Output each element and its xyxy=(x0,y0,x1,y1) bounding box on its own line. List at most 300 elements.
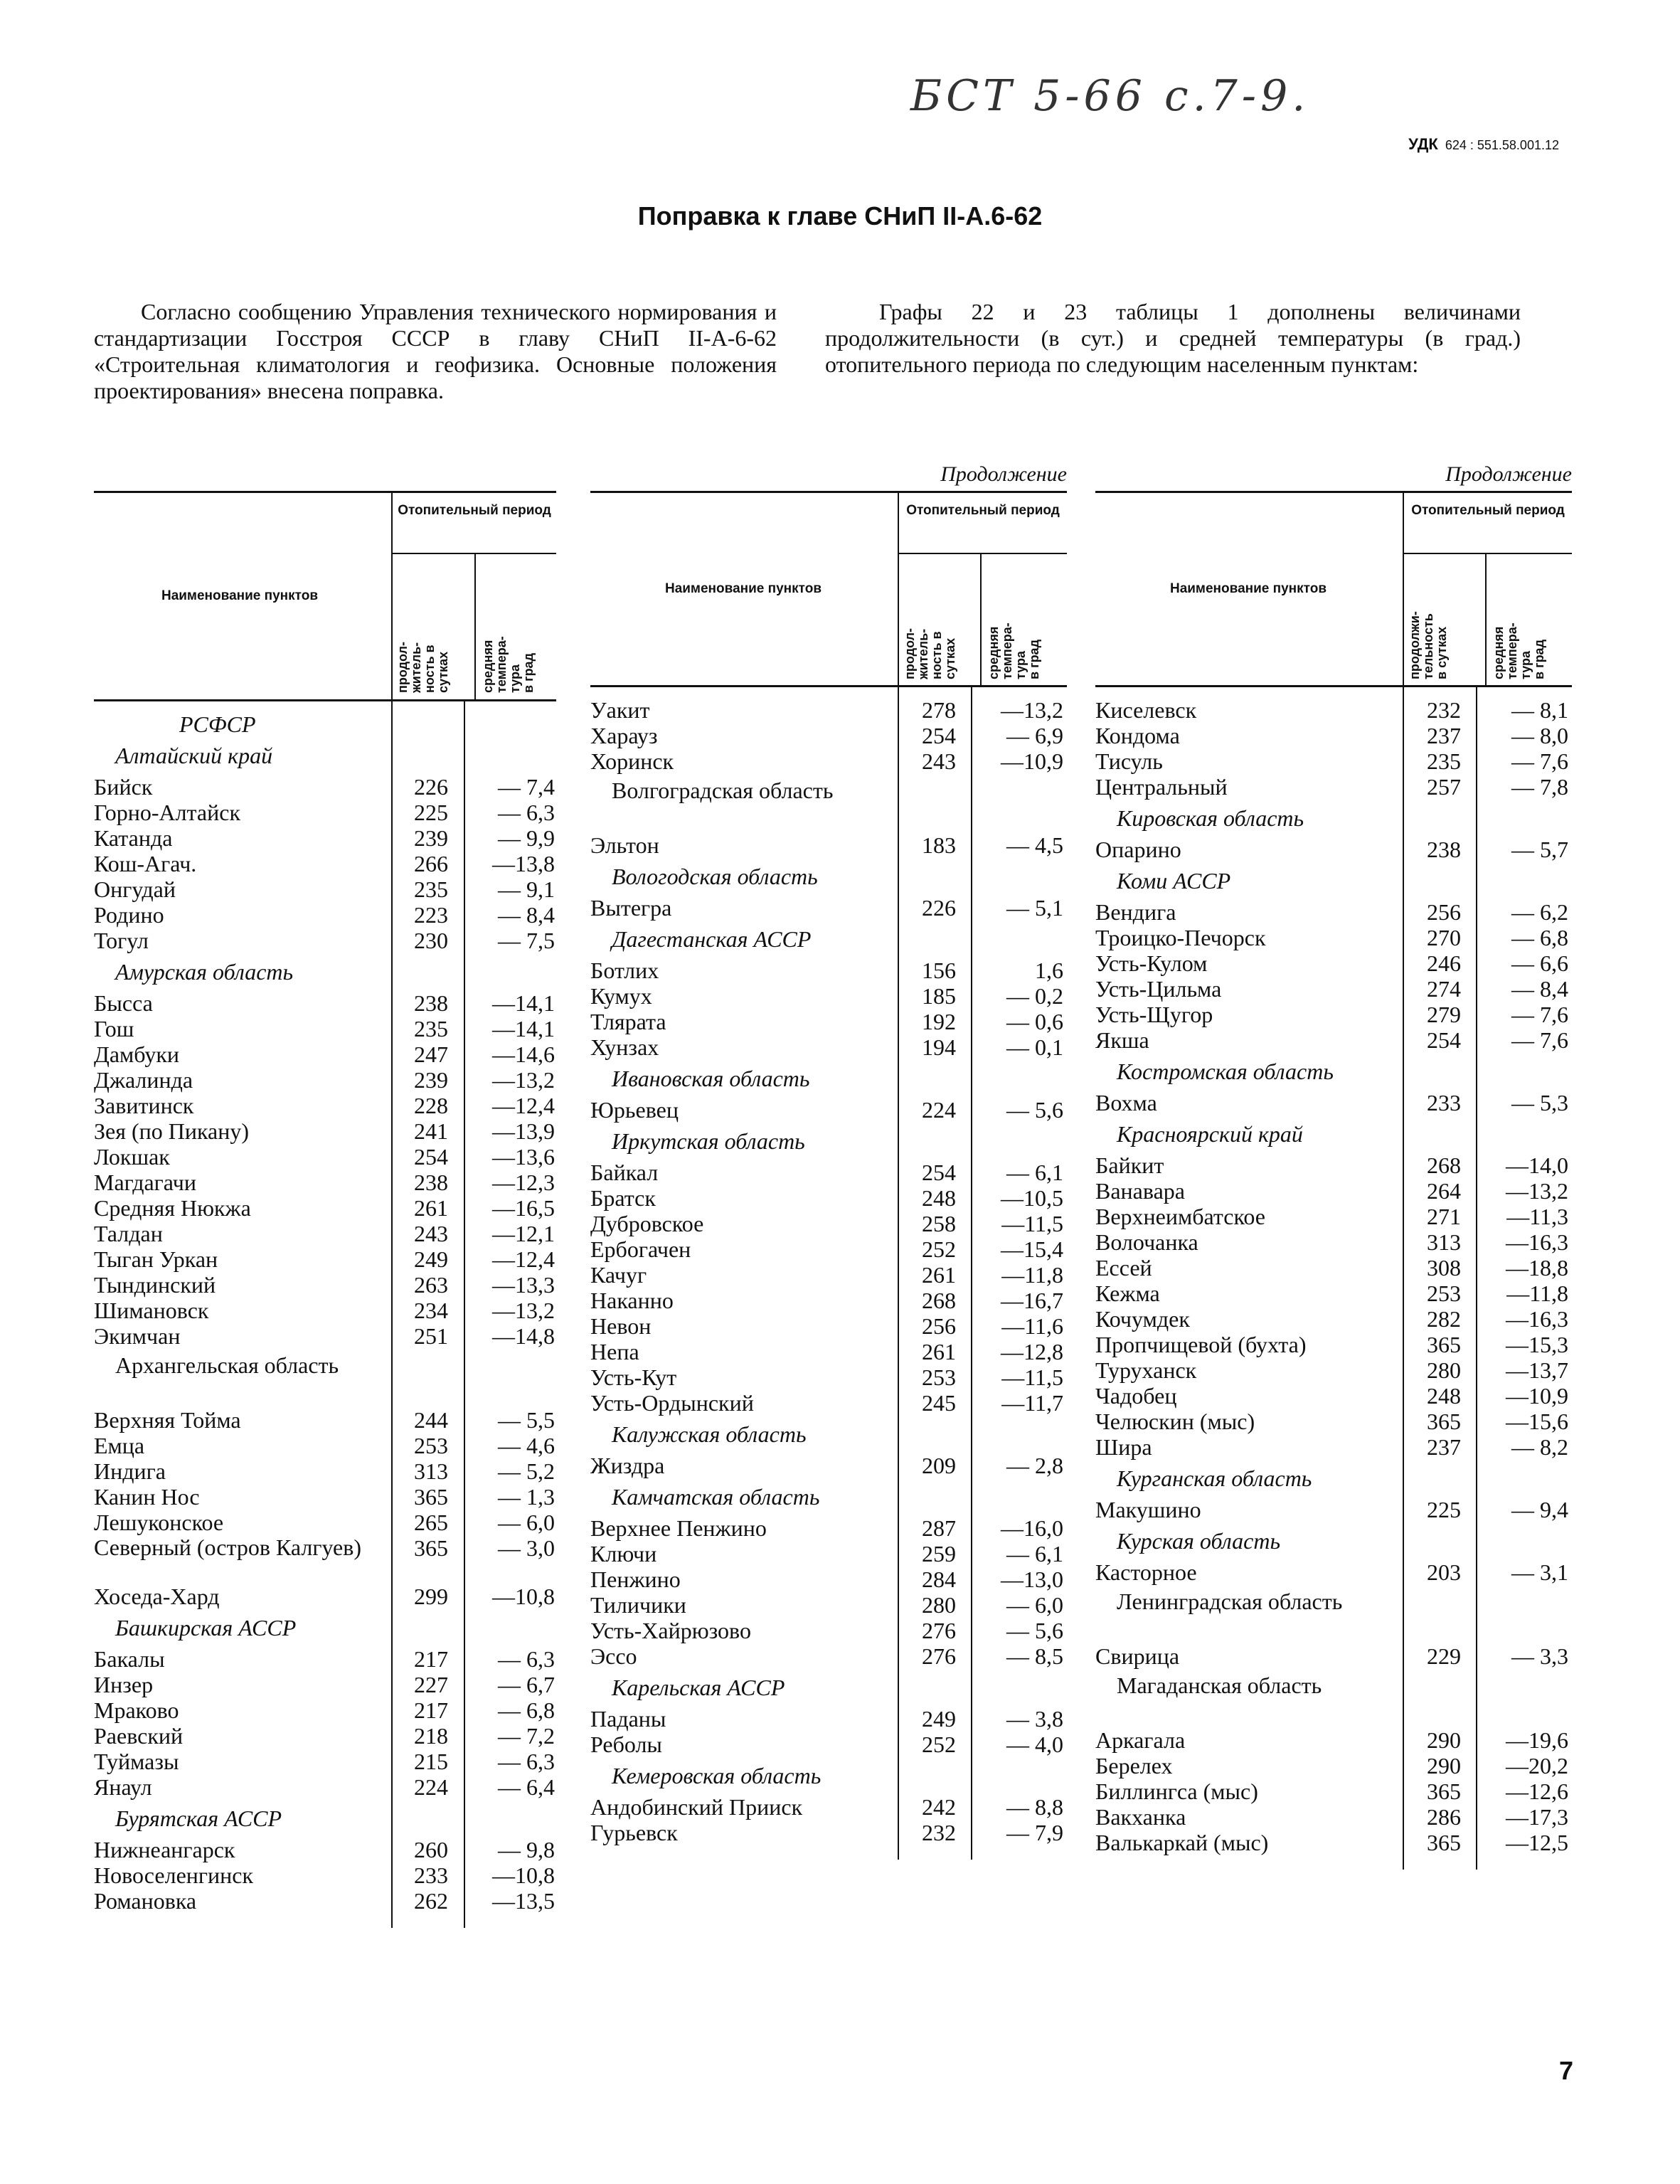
mean-temperature: —13,6 xyxy=(492,1144,555,1170)
mean-temperature: — 7,8 xyxy=(1511,774,1568,800)
place-name: Раевский xyxy=(94,1723,184,1749)
header-group: Отопительный период xyxy=(398,503,551,518)
place-name: Якша xyxy=(1095,1027,1149,1053)
place-name: Чадобец xyxy=(1095,1383,1177,1409)
heating-days: 225 xyxy=(414,800,448,825)
place-name: Усть-Щугор xyxy=(1095,1002,1213,1027)
mean-temperature: —13,2 xyxy=(1506,1178,1568,1204)
place-name: Паданы xyxy=(590,1706,666,1732)
table-row xyxy=(94,1195,556,1221)
region-heading xyxy=(590,1060,1067,1097)
place-name: Калужская область xyxy=(612,1421,807,1447)
table-row xyxy=(590,1262,1067,1288)
heating-days: 218 xyxy=(414,1723,448,1749)
place-name: Эссо xyxy=(590,1643,637,1669)
place-name: Курганская область xyxy=(1117,1465,1312,1491)
table-column-3 xyxy=(1095,462,1572,1855)
table-row xyxy=(590,1236,1067,1262)
table-header xyxy=(94,491,556,701)
place-name: Невон xyxy=(590,1313,652,1339)
heating-days: 239 xyxy=(414,1067,448,1093)
table-row xyxy=(590,983,1067,1009)
place-name: Кемеровская область xyxy=(612,1763,822,1788)
heating-days: 235 xyxy=(414,1016,448,1041)
heating-days: 253 xyxy=(1427,1281,1461,1306)
table-row xyxy=(1095,1643,1572,1669)
region-heading xyxy=(94,953,556,990)
place-name: Вакханка xyxy=(1095,1804,1186,1830)
table-row xyxy=(94,1510,556,1535)
heating-days: 248 xyxy=(922,1185,956,1211)
table-row xyxy=(94,1749,556,1774)
place-name: Ключи xyxy=(590,1541,657,1567)
header-temp: средняя темпера- тура в град xyxy=(987,622,1041,679)
place-name: Биллингса (мыс) xyxy=(1095,1779,1258,1804)
place-name: Инзер xyxy=(94,1672,154,1697)
mean-temperature: —16,3 xyxy=(1506,1229,1568,1255)
place-name: Гурьевск xyxy=(590,1820,678,1845)
heating-days: 238 xyxy=(1427,837,1461,862)
place-name: Ербогачен xyxy=(590,1236,691,1262)
header-name: Наименование пунктов xyxy=(161,588,319,603)
table-row xyxy=(1095,1753,1572,1779)
mean-temperature: — 1,3 xyxy=(498,1484,555,1510)
mean-temperature: — 7,6 xyxy=(1511,1027,1568,1053)
table-row xyxy=(590,1706,1067,1732)
table-row xyxy=(1095,837,1572,862)
heating-days: 242 xyxy=(922,1794,956,1820)
heating-days: 249 xyxy=(922,1706,956,1732)
table-row xyxy=(94,1041,556,1067)
table-row xyxy=(1095,1434,1572,1460)
mean-temperature: — 4,0 xyxy=(1006,1732,1063,1757)
mean-temperature: — 8,4 xyxy=(498,902,555,928)
place-name: Кош-Агач. xyxy=(94,851,197,876)
mean-temperature: —10,9 xyxy=(1001,748,1063,774)
mean-temperature: —16,5 xyxy=(492,1195,555,1221)
table-row xyxy=(590,1643,1067,1669)
heating-days: 264 xyxy=(1427,1178,1461,1204)
place-name: Кировская область xyxy=(1117,805,1304,831)
place-name: Хоседа-Хард xyxy=(94,1584,220,1609)
mean-temperature: — 3,8 xyxy=(1006,1706,1063,1732)
place-name: Уакит xyxy=(590,697,650,723)
mean-temperature: — 6,8 xyxy=(1511,925,1568,950)
divider xyxy=(980,553,982,685)
region-heading xyxy=(590,858,1067,895)
divider xyxy=(1404,553,1572,554)
table-row xyxy=(590,1794,1067,1820)
table-row xyxy=(94,1888,556,1914)
divider xyxy=(391,493,393,699)
heating-days: 224 xyxy=(922,1097,956,1123)
mean-temperature: — 4,6 xyxy=(498,1433,555,1458)
header-days: продол- житель- ность в сутках xyxy=(395,641,450,693)
table-row xyxy=(1095,1152,1572,1178)
heating-days: 254 xyxy=(922,723,956,748)
place-name: Ленинградская область xyxy=(1117,1589,1343,1614)
table-row xyxy=(1095,950,1572,976)
place-name: Тиличики xyxy=(590,1592,686,1618)
mean-temperature: —17,3 xyxy=(1506,1804,1568,1830)
place-name: Туруханск xyxy=(1095,1357,1197,1383)
region-heading xyxy=(590,921,1067,958)
table-row xyxy=(94,1221,556,1246)
mean-temperature: —13,2 xyxy=(492,1067,555,1093)
mean-temperature: — 8,8 xyxy=(1006,1794,1063,1820)
heating-days: 257 xyxy=(1427,774,1461,800)
place-name: Свирица xyxy=(1095,1643,1180,1669)
place-name: Вытегра xyxy=(590,895,672,921)
region-heading xyxy=(1095,800,1572,837)
heating-days: 223 xyxy=(414,902,448,928)
heating-days: 248 xyxy=(1427,1383,1461,1409)
table-row xyxy=(94,1323,556,1349)
table-row xyxy=(1095,697,1572,723)
heating-days: 192 xyxy=(922,1009,956,1034)
place-name: Индига xyxy=(94,1458,166,1484)
heating-days: 259 xyxy=(922,1541,956,1567)
table-row xyxy=(1095,1409,1572,1434)
mean-temperature: — 6,9 xyxy=(1006,723,1063,748)
place-name: Тлярата xyxy=(590,1009,666,1034)
table-row xyxy=(1095,899,1572,925)
place-name: Башкирская АССР xyxy=(115,1615,297,1640)
table-row xyxy=(1095,1090,1572,1115)
place-name: Коми АССР xyxy=(1117,868,1231,894)
place-name: Кочумдек xyxy=(1095,1306,1190,1332)
heating-days: 262 xyxy=(414,1888,448,1914)
region-heading xyxy=(1095,1115,1572,1152)
mean-temperature: — 6,0 xyxy=(498,1510,555,1535)
mean-temperature: —13,8 xyxy=(492,851,555,876)
place-name: Ивановская область xyxy=(612,1066,810,1091)
place-name: Усть-Цильма xyxy=(1095,976,1222,1002)
header-name: Наименование пунктов xyxy=(664,581,822,596)
place-name: Бурятская АССР xyxy=(115,1806,282,1831)
heating-days: 260 xyxy=(414,1837,448,1862)
table-row xyxy=(94,1484,556,1510)
heating-days: 228 xyxy=(414,1093,448,1118)
table-row xyxy=(1095,723,1572,748)
heating-days: 233 xyxy=(414,1862,448,1888)
table-row xyxy=(590,895,1067,921)
heating-days: 252 xyxy=(922,1236,956,1262)
mean-temperature: — 7,4 xyxy=(498,774,555,800)
heating-days: 276 xyxy=(922,1618,956,1643)
region-heading xyxy=(1095,1460,1572,1497)
table-column-2 xyxy=(590,462,1067,1845)
place-name: Красноярский край xyxy=(1117,1121,1303,1147)
table-row xyxy=(94,928,556,953)
mean-temperature: —16,0 xyxy=(1001,1515,1063,1541)
divider xyxy=(899,553,1067,554)
heating-days: 217 xyxy=(414,1697,448,1723)
table-row xyxy=(590,832,1067,858)
mean-temperature: — 9,1 xyxy=(498,876,555,902)
heating-days: 286 xyxy=(1427,1804,1461,1830)
heating-days: 271 xyxy=(1427,1204,1461,1229)
heating-days: 226 xyxy=(922,895,956,921)
mean-temperature: — 6,4 xyxy=(498,1774,555,1800)
heating-days: 284 xyxy=(922,1567,956,1592)
continuation-label: Продолжение xyxy=(1445,462,1572,486)
place-name: Тындинский xyxy=(94,1272,216,1298)
place-name: Туймазы xyxy=(94,1749,179,1774)
table-row xyxy=(94,1433,556,1458)
place-name: Янаул xyxy=(94,1774,152,1800)
table-row xyxy=(1095,1497,1572,1522)
mean-temperature: —15,3 xyxy=(1506,1332,1568,1357)
table-row xyxy=(1095,925,1572,950)
region-heading xyxy=(590,1123,1067,1160)
table-row xyxy=(590,1313,1067,1339)
mean-temperature: —13,5 xyxy=(492,1888,555,1914)
heating-days: 365 xyxy=(1427,1332,1461,1357)
mean-temperature: — 9,4 xyxy=(1511,1497,1568,1522)
place-name: Северный (остров Калгуев) xyxy=(94,1534,361,1560)
place-name: Ессей xyxy=(1095,1255,1152,1281)
mean-temperature: — 6,3 xyxy=(498,1749,555,1774)
mean-temperature: —14,6 xyxy=(492,1041,555,1067)
mean-temperature: — 0,1 xyxy=(1006,1034,1063,1060)
mean-temperature: — 6,8 xyxy=(498,1697,555,1723)
place-name: Аркагала xyxy=(1095,1727,1186,1753)
table-row xyxy=(590,1618,1067,1643)
place-name: Волгоградская область xyxy=(612,778,834,803)
place-name: Тыган Уркан xyxy=(94,1246,218,1272)
mean-temperature: — 5,7 xyxy=(1511,837,1568,862)
mean-temperature: —11,8 xyxy=(1001,1262,1063,1288)
table-row xyxy=(1095,1002,1572,1027)
mean-temperature: — 6,1 xyxy=(1006,1160,1063,1185)
mean-temperature: — 9,8 xyxy=(498,1837,555,1862)
place-name: Бакалы xyxy=(94,1646,165,1672)
mean-temperature: — 6,3 xyxy=(498,800,555,825)
region-heading xyxy=(590,1757,1067,1794)
mean-temperature: — 2,8 xyxy=(1006,1453,1063,1478)
place-name: Вохма xyxy=(1095,1090,1157,1115)
place-name: Карельская АССР xyxy=(612,1675,785,1700)
table-header xyxy=(590,491,1067,687)
mean-temperature: — 6,0 xyxy=(1006,1592,1063,1618)
place-name: Дагестанская АССР xyxy=(612,926,812,952)
table-row xyxy=(590,1339,1067,1364)
place-name: Байкит xyxy=(1095,1152,1164,1178)
heating-days: 224 xyxy=(414,1774,448,1800)
heating-days: 230 xyxy=(414,928,448,953)
mean-temperature: — 7,6 xyxy=(1511,1002,1568,1027)
handwritten-reference: БСТ 5-66 с.7-9. xyxy=(910,71,1310,121)
heating-days: 256 xyxy=(1427,899,1461,925)
divider xyxy=(1485,553,1487,685)
intro-right-paragraph: Графы 22 и 23 таблицы 1 дополнены величинами продолжительности (в сут.) и средней температуры (в град.) отопительного периода по следующим населенным пунктам: xyxy=(825,299,1521,377)
region-heading xyxy=(1095,862,1572,899)
place-name: Верхняя Тойма xyxy=(94,1407,241,1433)
intro-left-paragraph: Согласно сообщению Управления технического нормирования и стандартизации Госстроя СССР в главу СНиП II-А-6-62 «Строительная климатология и геофизика. Основные положения проектирования» внесена поправка. xyxy=(94,299,777,403)
table-body xyxy=(590,687,1067,1845)
table-row xyxy=(94,1646,556,1672)
mean-temperature: —10,8 xyxy=(492,1584,555,1609)
place-name: Дамбуки xyxy=(94,1041,180,1067)
place-name: Бысса xyxy=(94,990,153,1016)
table-header xyxy=(1095,491,1572,687)
table-row xyxy=(94,1697,556,1723)
mean-temperature: —20,2 xyxy=(1506,1753,1568,1779)
mean-temperature: 1,6 xyxy=(1035,958,1063,983)
place-name: Макушино xyxy=(1095,1497,1201,1522)
place-name: Жиздра xyxy=(590,1453,665,1478)
region-heading xyxy=(590,774,1067,832)
place-name: Новоселенгинск xyxy=(94,1862,254,1888)
divider xyxy=(971,687,972,1860)
mean-temperature: —12,4 xyxy=(492,1246,555,1272)
place-name: Горно-Алтайск xyxy=(94,800,240,825)
heating-days: 290 xyxy=(1427,1727,1461,1753)
place-name: Качуг xyxy=(590,1262,647,1288)
heating-days: 239 xyxy=(414,825,448,851)
table-row xyxy=(590,1515,1067,1541)
header-name: Наименование пунктов xyxy=(1169,581,1327,596)
mean-temperature: —12,5 xyxy=(1506,1830,1568,1855)
heating-days: 238 xyxy=(414,1170,448,1195)
place-name: Опарино xyxy=(1095,837,1181,862)
table-row xyxy=(590,1185,1067,1211)
heating-days: 203 xyxy=(1427,1559,1461,1585)
place-name: Берелех xyxy=(1095,1753,1173,1779)
table-row xyxy=(94,774,556,800)
table-row xyxy=(1095,1804,1572,1830)
place-name: Волочанка xyxy=(1095,1229,1198,1255)
divider xyxy=(474,553,476,699)
table-row xyxy=(94,1246,556,1272)
table-row xyxy=(590,958,1067,983)
divider xyxy=(898,687,899,1860)
table-row xyxy=(1095,748,1572,774)
table-row xyxy=(94,1407,556,1433)
table-body xyxy=(94,701,556,1914)
mean-temperature: — 8,5 xyxy=(1006,1643,1063,1669)
table-row xyxy=(94,851,556,876)
header-temp: средняя темпера- тура в град xyxy=(481,636,536,693)
place-name: Касторное xyxy=(1095,1559,1197,1585)
mean-temperature: —12,4 xyxy=(492,1093,555,1118)
place-name: Гош xyxy=(94,1016,134,1041)
table-row xyxy=(590,1097,1067,1123)
page-title: Поправка к главе СНиП II-А.6-62 xyxy=(637,201,1043,230)
heating-days: 245 xyxy=(922,1390,956,1416)
table-row xyxy=(590,1453,1067,1478)
table-row xyxy=(1095,1178,1572,1204)
heating-days: 249 xyxy=(414,1246,448,1272)
heating-days: 232 xyxy=(922,1820,956,1845)
table-row xyxy=(94,1672,556,1697)
table-row xyxy=(94,1584,556,1609)
mean-temperature: — 3,3 xyxy=(1511,1643,1568,1669)
divider xyxy=(1403,493,1404,685)
mean-temperature: — 5,2 xyxy=(498,1458,555,1484)
table-row xyxy=(1095,1306,1572,1332)
place-name: Пропчищевой (бухта) xyxy=(1095,1332,1307,1357)
place-name: Андобинский Прииск xyxy=(590,1794,803,1820)
table-row xyxy=(590,1390,1067,1416)
mean-temperature: —12,6 xyxy=(1506,1779,1568,1804)
mean-temperature: — 8,2 xyxy=(1511,1434,1568,1460)
heating-days: 270 xyxy=(1427,925,1461,950)
place-name: Средняя Нюкжа xyxy=(94,1195,251,1221)
heating-days: 313 xyxy=(414,1458,448,1484)
mean-temperature: — 4,5 xyxy=(1006,832,1063,858)
header-group: Отопительный период xyxy=(906,503,1060,518)
heating-days: 266 xyxy=(414,851,448,876)
heating-days: 287 xyxy=(922,1515,956,1541)
mean-temperature: — 8,0 xyxy=(1511,723,1568,748)
udk-code xyxy=(1408,135,1559,154)
mean-temperature: —11,5 xyxy=(1001,1364,1063,1390)
table-row xyxy=(1095,1779,1572,1804)
mean-temperature: —11,7 xyxy=(1001,1390,1063,1416)
heating-days: 244 xyxy=(414,1407,448,1433)
heating-days: 276 xyxy=(922,1643,956,1669)
heating-days: 234 xyxy=(414,1298,448,1323)
place-name: Вендига xyxy=(1095,899,1176,925)
place-name: Тисуль xyxy=(1095,748,1163,774)
place-name: Шира xyxy=(1095,1434,1152,1460)
table-row xyxy=(94,1774,556,1800)
divider xyxy=(1403,687,1404,1870)
place-name: Пенжино xyxy=(590,1567,681,1592)
mean-temperature: — 7,5 xyxy=(498,928,555,953)
heating-days: 227 xyxy=(414,1672,448,1697)
place-name: Курская область xyxy=(1117,1528,1280,1554)
heating-days: 278 xyxy=(922,697,956,723)
table-row xyxy=(590,1567,1067,1592)
place-name: Кумух xyxy=(590,983,652,1009)
table-row xyxy=(94,1016,556,1041)
place-name: Магаданская область xyxy=(1117,1673,1322,1698)
table-row xyxy=(1095,774,1572,800)
table-row xyxy=(94,1723,556,1749)
place-name: Амурская область xyxy=(115,959,294,985)
table-row xyxy=(94,1298,556,1323)
place-name: РСФСР xyxy=(179,711,256,737)
heating-days: 254 xyxy=(414,1144,448,1170)
place-name: Магдагачи xyxy=(94,1170,196,1195)
mean-temperature: —14,1 xyxy=(492,1016,555,1041)
heating-days: 263 xyxy=(414,1272,448,1298)
table-row xyxy=(94,1170,556,1195)
table-row xyxy=(590,1820,1067,1845)
table-row xyxy=(590,697,1067,723)
place-name: Киселевск xyxy=(1095,697,1197,723)
mean-temperature: — 6,3 xyxy=(498,1646,555,1672)
place-name: Экимчан xyxy=(94,1323,181,1349)
table-row xyxy=(1095,1357,1572,1383)
table-row xyxy=(94,1272,556,1298)
place-name: Центральный xyxy=(1095,774,1228,800)
heating-days: 274 xyxy=(1427,976,1461,1002)
mean-temperature: — 8,1 xyxy=(1511,697,1568,723)
heating-days: 156 xyxy=(922,958,956,983)
heating-days: 251 xyxy=(414,1323,448,1349)
place-name: Локшак xyxy=(94,1144,170,1170)
heating-days: 365 xyxy=(1427,1409,1461,1434)
table-row xyxy=(590,748,1067,774)
table-row xyxy=(94,1837,556,1862)
place-name: Кондома xyxy=(1095,723,1180,748)
mean-temperature: —13,9 xyxy=(492,1118,555,1144)
place-name: Усть-Кулом xyxy=(1095,950,1208,976)
